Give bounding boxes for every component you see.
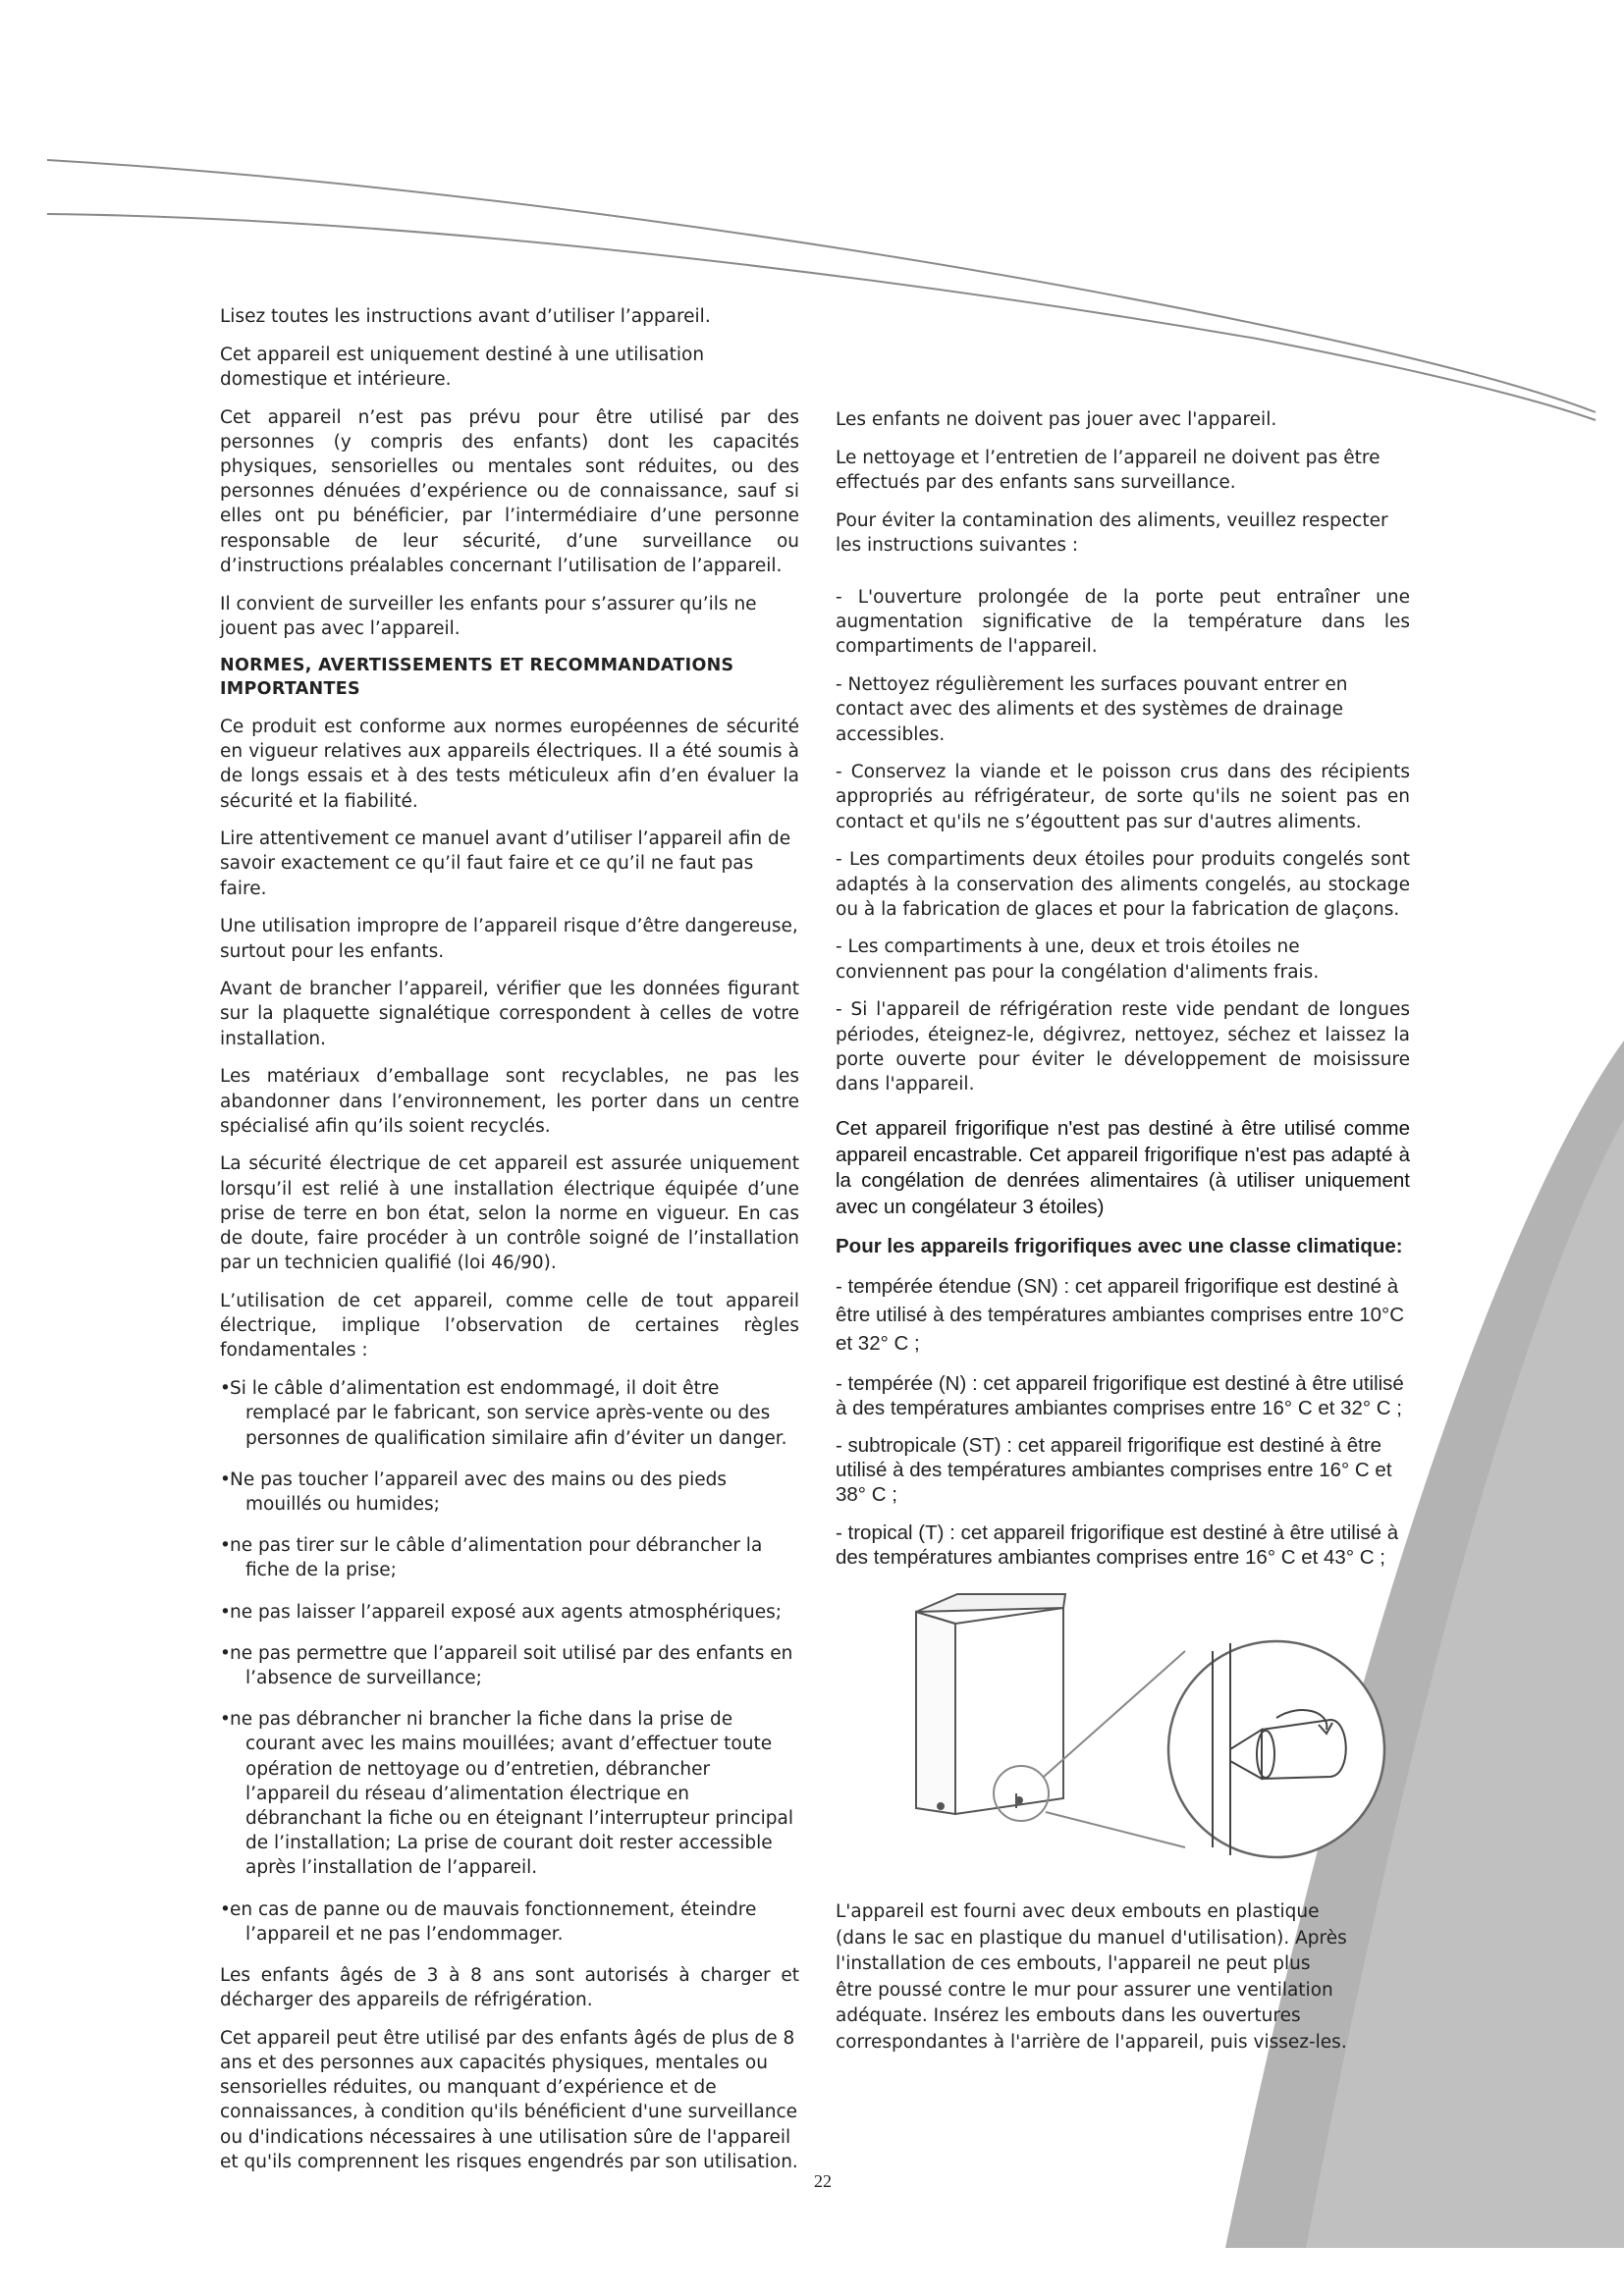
climate-class-item: - subtropicale (ST) : cet appareil frigorifique est destiné à être utilisé à des températures ambiantes comprises entre 16° C et 38° C ;: [836, 1434, 1392, 1507]
intro-read-instructions: Lisez toutes les instructions avant d’utiliser l’appareil.: [220, 306, 711, 327]
no-play-note: Les enfants ne doivent pas jouer avec l'appareil.: [836, 409, 1277, 430]
list-item: •ne pas permettre que l’appareil soit utilisé par des enfants en l’absence de surveillance;: [220, 1642, 793, 1688]
section-heading: NORMES, AVERTISSEMENTS ET RECOMMANDATIONS IMPORTANTES: [220, 656, 734, 700]
right-column: [836, 407, 1410, 1582]
food-hygiene-item: - Les compartiments à une, deux et trois étoiles ne conviennent pas pour la congélation d'aliments frais.: [836, 936, 1320, 983]
list-item: •ne pas tirer sur le câble d’alimentation pour débrancher la fiche de la prise;: [220, 1535, 763, 1581]
list-item: •ne pas débrancher ni brancher la fiche dans la prise de courant avec les mains mouillées; avant d’effectuer toute opération de nettoyage ou d’entretien, débrancher l’appareil du réseau d’alimentation électrique en débranchant la fiche ou en éteignant l’interrupteur principal de l’installation; La prise de courant doit rester accessible après l’installation de l’appareil.: [220, 1709, 793, 1879]
built-in-note: Cet appareil frigorifique n'est pas destiné à être utilisé comme appareil encastrable. Cet appareil frigorifique n'est pas adapté à la congélation de denrées alimentaires (à utiliser uniquement avec un congélateur 3 étoiles): [836, 1117, 1410, 1218]
fridge-drawing: [916, 1594, 1065, 1814]
spacer-illustration: [839, 1582, 1429, 1887]
caption-line: L'appareil est fourni avec deux embouts en plastique: [836, 1901, 1320, 1922]
domestic-use-note: Cet appareil est uniquement destiné à une utilisation domestique et intérieure.: [220, 344, 705, 390]
climate-class-item: - tempérée (N) : cet appareil frigorifique est destiné à être utilisé à des températures ambiantes comprises entre 16° C et 32° C ;: [836, 1371, 1404, 1419]
contamination-intro: Pour éviter la contamination des aliments, veuillez respecter les instructions suivantes :: [836, 509, 1388, 556]
food-hygiene-item: - Les compartiments deux étoiles pour produits congelés sont adaptés à la conservation des aliments congelés, au stockage ou à la fabrication de glaces et pour la fabrication de glaçons.: [836, 849, 1410, 920]
list-item: •Si le câble d’alimentation est endommagé, il doit être remplacé par le fabricant, son service après-vente ou des personnes de qualification similaire afin d’éviter un danger.: [220, 1378, 787, 1449]
packaging-paragraph: Les matériaux d’emballage sont recyclables, ne pas les abandonner dans l’environnement, les porter dans un centre spécialisé afin qu’ils soient recyclés.: [220, 1066, 799, 1137]
list-item: •en cas de panne ou de mauvais fonctionnement, éteindre l’appareil et ne pas l’endommager.: [220, 1898, 757, 1945]
food-hygiene-item: - L'ouverture prolongée de la porte peut entraîner une augmentation significative de la température dans les compartiments de l'appareil.: [836, 587, 1410, 658]
food-hygiene-item: - Conservez la viande et le poisson crus dans des récipients appropriés au réfrigérateur, de sorte qu'ils ne soient pas en contact et qu'ils ne s’égouttent pas sur d'autres aliments.: [836, 762, 1410, 832]
reduced-capacity-warning: Cet appareil n’est pas prévu pour être utilisé par des personnes (y compris des enfants) dont les capacités physiques, sensorielles ou mentales sont réduites, ou des personnes dénuées d’expérience ou de connaissance, sauf si elles ont pu bénéficier, par l’intermédiaire d’une personne responsable de leur sécurité, d’une surveillance ou d’instructions préalables concernant l’utilisation de l’appareil.: [220, 406, 799, 576]
list-item: •Ne pas toucher l’appareil avec des mains ou des pieds mouillés ou humides;: [220, 1468, 728, 1515]
caption-line: adéquate. Insérez les embouts dans les ouvertures: [836, 2005, 1301, 2026]
children-loading-paragraph: Les enfants âgés de 3 à 8 ans sont autorisés à charger et décharger des appareils de réfrigération.: [220, 1964, 799, 2011]
cleaning-note: Le nettoyage et l’entretien de l’appareil ne doivent pas être effectués par des enfants sans surveillance.: [836, 447, 1380, 493]
caption-line: (dans le sac en plastique du manuel d'utilisation). Après: [836, 1927, 1347, 1949]
left-column: [220, 304, 799, 2188]
climate-class-item: - tempérée étendue (SN) : cet appareil frigorifique est destiné à être utilisé à des températures ambiantes comprises entre 10°C et 32° C ;: [836, 1275, 1405, 1356]
conformity-paragraph: Ce produit est conforme aux normes européennes de sécurité en vigueur relatives aux appareils électriques. Il a été soumis à de longs essais et à des tests méticuleux afin d’en évaluer la sécurité et la fiabilité.: [220, 716, 799, 812]
fundamental-rules-intro: L’utilisation de cet appareil, comme celle de tout appareil électrique, implique l’observation de certaines règles fondamentales :: [220, 1291, 799, 1362]
list-item: •ne pas laisser l’appareil exposé aux agents atmosphériques;: [220, 1601, 782, 1623]
electrical-safety-paragraph: La sécurité électrique de cet appareil est assurée uniquement lorsqu’il est relié à une installation électrique équipée d’une prise de terre en bon état, selon la norme en vigueur. En cas de doute, faire procéder à un contrôle soigné de l’installation par un technicien qualifié (loi 46/90).: [220, 1153, 799, 1274]
caption-line: être poussé contre le mur pour assurer une ventilation: [836, 1979, 1333, 2001]
rating-plate-paragraph: Avant de brancher l’appareil, vérifier que les données figurant sur la plaquette signalétique correspondent à celles de votre installation.: [220, 979, 799, 1049]
food-hygiene-item: - Nettoyez régulièrement les surfaces pouvant entrer en contact avec des aliments et des systèmes de drainage accessibles.: [836, 674, 1348, 745]
improper-use-paragraph: Une utilisation impropre de l’appareil risque d’être dangereuse, surtout pour les enfants.: [220, 916, 798, 962]
caption-line: l'installation de ces embouts, l'appareil ne peut plus: [836, 1953, 1311, 1974]
spacer-caption: [836, 1899, 1385, 2056]
children-over-8-paragraph: Cet appareil peut être utilisé par des enfants âgés de plus de 8 ans et des personnes aux capacités physiques, mentales ou sensorielles réduites, ou manquant d’expérience et de connaissances, à condition qu'ils bénéficient d'une surveillance ou d'indications nécessaires à une utilisation sûre de l'appareil et qu'ils comprennent les risques engendrés par son utilisation.: [220, 2027, 798, 2172]
climate-class-item: - tropical (T) : cet appareil frigorifique est destiné à être utilisé à des températures ambiantes comprises entre 16° C et 43° C ;: [836, 1521, 1399, 1569]
child-supervision-note: Il convient de surveiller les enfants pour s’assurer qu’ils ne jouent pas avec l’appareil.: [220, 593, 757, 639]
zoom-cone: [1044, 1651, 1185, 1847]
safety-rules-list: [220, 1376, 799, 1947]
read-manual-paragraph: Lire attentivement ce manuel avant d’utiliser l’appareil afin de savoir exactement ce qu’il faut faire et ce qu’il ne faut pas faire.: [220, 828, 791, 899]
caption-line: correspondantes à l'arrière de l'appareil, puis vissez-les.: [836, 2031, 1347, 2053]
page-number: 22: [814, 2171, 832, 2191]
climate-class-heading: Pour les appareils frigorifiques avec une classe climatique:: [836, 1234, 1403, 1257]
food-hygiene-item: - Si l'appareil de réfrigération reste vide pendant de longues périodes, éteignez-le, dégivrez, nettoyez, séchez et laissez la porte ouverte pour éviter le développement de moisissure dans l'appareil.: [836, 999, 1410, 1095]
detail-zoom-circle: [1168, 1641, 1384, 1857]
